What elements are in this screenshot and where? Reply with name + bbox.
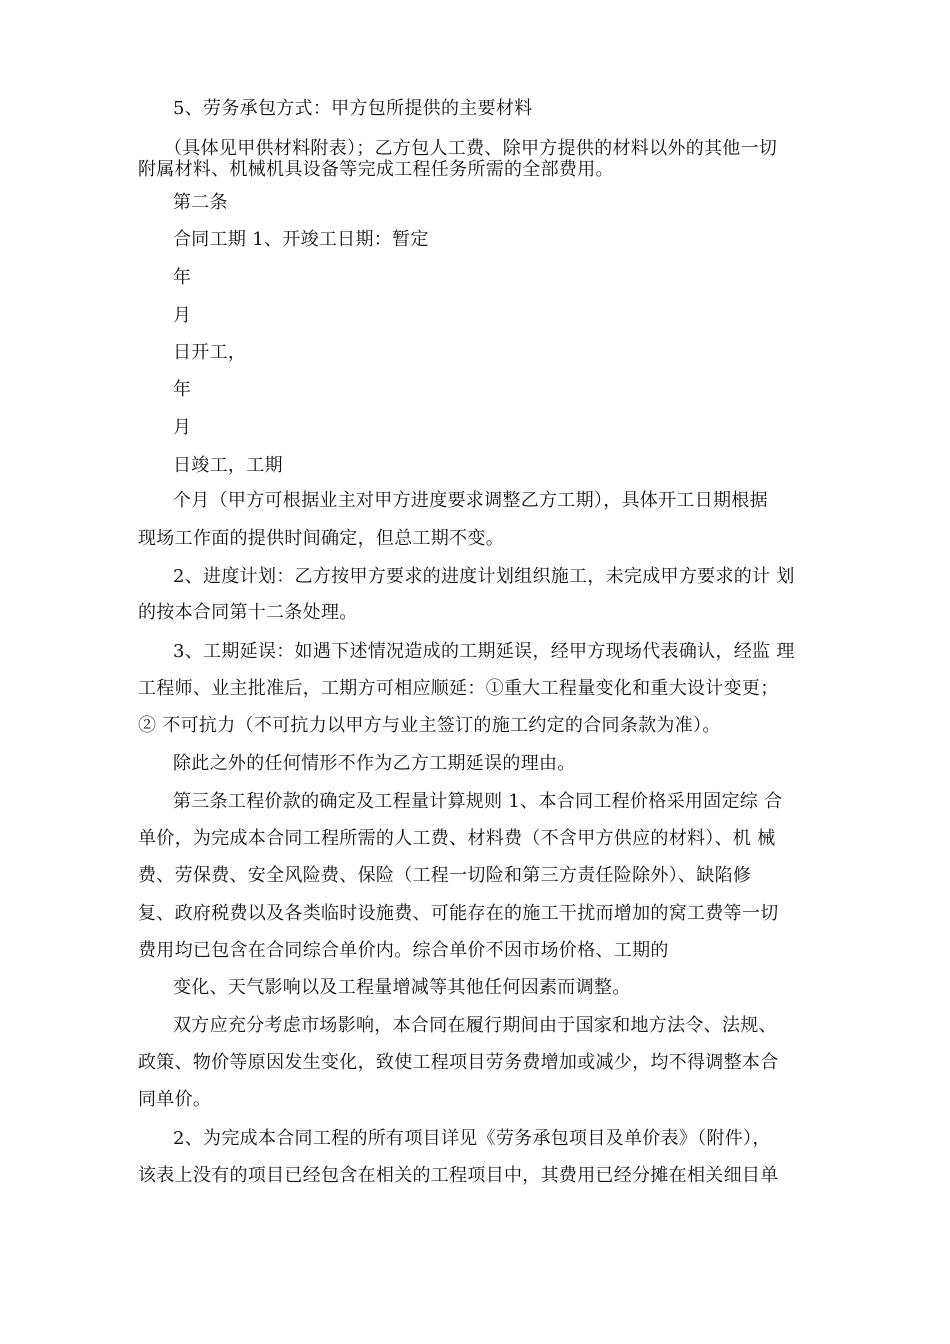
text-line: 同单价。 xyxy=(138,1089,212,1110)
text-line: 变化、天气影响以及工程量增减等其他任何因素而调整。 xyxy=(173,977,631,998)
text-line: 第二条 xyxy=(173,192,228,213)
text-line: 第三条工程价款的确定及工程量计算规则 1、本合同工程价格采用固定综 合 xyxy=(173,791,783,812)
text-line: 月 xyxy=(173,417,192,438)
text-line: 工程师、业主批准后，工期方可相应顺延：①重大工程量变化和重大设计变更； xyxy=(138,678,779,699)
text-line: ② 不可抗力（不可抗力以甲方与业主签订的施工约定的合同条款为准）。 xyxy=(138,715,721,736)
text-line: 5、劳务承包方式：甲方包所提供的主要材料 xyxy=(173,98,533,119)
text-line: 政策、物价等原因发生变化，致使工程项目劳务费增加或减少，均不得调整本合 xyxy=(138,1052,779,1073)
text-line: 除此之外的任何情形不作为乙方工期延误的理由。 xyxy=(173,753,576,774)
text-line: 费、劳保费、安全风险费、保险（工程一切险和第三方责任险除外）、缺陷修 xyxy=(138,865,752,886)
text-line: 3、工期延误：如遇下述情况造成的工期延误，经甲方现场代表确认，经监 理 xyxy=(173,641,795,662)
text-line: 年 xyxy=(173,379,192,400)
text-line: 日竣工，工期 xyxy=(173,455,283,476)
text-line: 日开工， xyxy=(173,342,247,363)
text-line: 2、为完成本合同工程的所有项目详见《劳务承包项目及单价表》（附件）， xyxy=(173,1128,771,1149)
text-line: （具体见甲供材料附表）；乙方包人工费、除甲方提供的材料以外的其他一切 xyxy=(164,138,778,159)
text-line: 单价，为完成本合同工程所需的人工费、材料费（不含甲方供应的材料）、机 械 xyxy=(138,828,776,849)
text-line: 个月（甲方可根据业主对甲方进度要求调整乙方工期），具体开工日期根据 xyxy=(173,490,768,511)
text-line: 双方应充分考虑市场影响，本合同在履行期间由于国家和地方法令、法规、 xyxy=(173,1015,777,1036)
text-line: 的按本合同第十二条处理。 xyxy=(138,602,358,623)
text-line: 费用均已包含在合同综合单价内。综合单价不因市场价格、工期的 xyxy=(138,940,669,961)
text-line: 年 xyxy=(173,267,192,288)
text-line: 月 xyxy=(173,305,192,326)
text-line: 2、进度计划：乙方按甲方要求的进度计划组织施工，未完成甲方要求的计 划 xyxy=(173,566,795,587)
text-line: 现场工作面的提供时间确定，但总工期不变。 xyxy=(138,528,504,549)
text-line: 附属材料、机械机具设备等完成工程任务所需的全部费用。 xyxy=(138,159,614,180)
text-line: 该表上没有的项目已经包含在相关的工程项目中，其费用已经分摊在相关细目单 xyxy=(138,1165,779,1186)
text-line: 复、政府税费以及各类临时设施费、可能存在的施工干扰而增加的窝工费等一切 xyxy=(138,903,779,924)
text-line: 合同工期 1、开竣工日期：暂定 xyxy=(173,229,429,250)
